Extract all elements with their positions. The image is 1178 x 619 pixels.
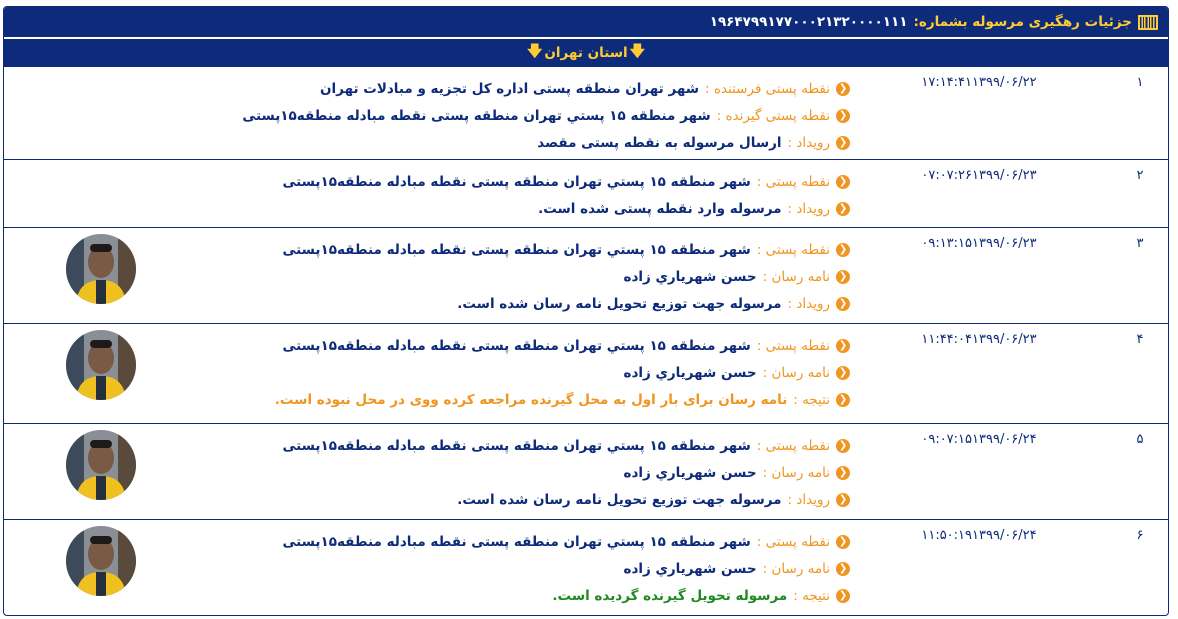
row-datetime: ۰۷:۰۷:۲۶۱۳۹۹/۰۶/۲۳: [921, 168, 1037, 183]
arrow-circle-left-icon: ❮: [836, 535, 850, 549]
barcode-icon: [1138, 15, 1158, 30]
row-number: ۲: [1136, 168, 1144, 183]
row-number: ۴: [1136, 332, 1144, 347]
postman-avatar: [66, 526, 136, 596]
arrow-circle-left-icon: ❮: [836, 202, 850, 216]
result-value: نامه رسان برای بار اول به محل گیرنده مراجعه کرده ووی در محل نبوده است.: [274, 391, 788, 408]
arrow-circle-left-icon: ❮: [836, 393, 850, 407]
detail-label: رویداد :: [787, 295, 830, 312]
row-datetime: ۰۹:۰۷:۱۵۱۳۹۹/۰۶/۲۴: [921, 432, 1037, 447]
row-details: [282, 432, 850, 513]
row-number: ۱: [1136, 75, 1144, 90]
arrow-circle-left-icon: ❮: [836, 493, 850, 507]
arrow-circle-left-icon: ❮: [836, 270, 850, 284]
result-value: مرسوله تحویل گیرنده گردیده است.: [552, 587, 788, 604]
tracking-row: [4, 424, 1168, 520]
postman-avatar: [66, 234, 136, 304]
arrow-circle-left-icon: ❮: [836, 175, 850, 189]
detail-line: [282, 195, 850, 222]
detail-value: حسن شهرياري زاده: [623, 560, 757, 577]
detail-label: نقطه پستی :: [756, 533, 830, 550]
detail-value: شهر منطقه ۱۵ پستي تهران منطقه پستی نقطه مبادله منطقه۱۵پستی: [282, 437, 751, 454]
arrow-circle-left-icon: ❮: [836, 136, 850, 150]
arrow-circle-left-icon: ❮: [836, 339, 850, 353]
detail-label: نقطه پستی :: [756, 173, 830, 190]
detail-line: [242, 75, 850, 102]
row-number: ۵: [1136, 432, 1144, 447]
row-details: [275, 332, 850, 413]
arrow-down-icon: 🡇: [629, 41, 646, 60]
detail-label: نامه رسان :: [762, 268, 830, 285]
detail-value: شهر منطقه ۱۵ پستي تهران منطقه پستی نقطه مبادله منطقه۱۵پستی: [282, 533, 751, 550]
postman-photo: [66, 330, 136, 400]
postman-photo: [66, 526, 136, 596]
detail-label: نامه رسان :: [762, 560, 830, 577]
row-datetime: ۱۱:۵۰:۱۹۱۳۹۹/۰۶/۲۴: [921, 528, 1037, 543]
detail-line: [282, 582, 850, 609]
detail-line: [275, 332, 850, 359]
detail-line: [282, 236, 850, 263]
detail-value: حسن شهرياري زاده: [623, 364, 757, 381]
row-datetime: ۰۹:۱۳:۱۵۱۳۹۹/۰۶/۲۳: [921, 236, 1037, 251]
detail-value: شهر تهران منطقه پستی اداره کل تجزیه و مبادلات تهران: [320, 80, 700, 97]
postman-avatar: [66, 330, 136, 400]
arrow-down-icon: 🡇: [526, 41, 543, 60]
detail-label: نقطه پستی :: [756, 437, 830, 454]
arrow-circle-left-icon: ❮: [836, 562, 850, 576]
arrow-circle-left-icon: ❮: [836, 366, 850, 380]
detail-label: نامه رسان :: [762, 364, 830, 381]
header-title: جزئیات رهگیری مرسوله بشماره:: [913, 14, 1132, 30]
detail-label: رویداد :: [787, 134, 830, 151]
detail-line: [275, 386, 850, 413]
detail-label: نامه رسان :: [762, 464, 830, 481]
detail-label: نقطه پستی :: [756, 337, 830, 354]
detail-label: رویداد :: [787, 491, 830, 508]
detail-label: نقطه پستی گیرنده :: [716, 107, 830, 124]
arrow-circle-left-icon: ❮: [836, 109, 850, 123]
detail-line: [242, 102, 850, 129]
detail-label: رویداد :: [787, 200, 830, 217]
postman-photo: [66, 430, 136, 500]
tracking-row: [4, 520, 1168, 616]
row-details: [282, 528, 850, 609]
detail-line: [282, 486, 850, 513]
detail-line: [282, 263, 850, 290]
postman-photo: [66, 234, 136, 304]
row-details: [282, 168, 850, 222]
row-datetime: ۱۱:۴۴:۰۴۱۳۹۹/۰۶/۲۳: [921, 332, 1037, 347]
detail-value: حسن شهرياري زاده: [623, 464, 757, 481]
detail-value: شهر منطقه ۱۵ پستي تهران منطقه پستی نقطه مبادله منطقه۱۵پستی: [282, 337, 751, 354]
detail-line: [282, 290, 850, 317]
row-details: [282, 236, 850, 317]
detail-value: ارسال مرسوله به نقطه پستی مقصد: [537, 134, 782, 151]
tracking-panel: [3, 6, 1169, 616]
row-details: [242, 75, 850, 156]
tracking-number: ۱۹۶۴۷۹۹۱۷۷۰۰۰۲۱۳۲۰۰۰۰۱۱۱: [709, 14, 908, 30]
detail-value: شهر منطقه ۱۵ پستي تهران منطقه پستی نقطه مبادله منطقه۱۵پستی: [282, 173, 751, 190]
tracking-row: [4, 160, 1168, 228]
province-bar: [4, 39, 1168, 67]
arrow-circle-left-icon: ❮: [836, 589, 850, 603]
row-number: ۳: [1136, 236, 1144, 251]
arrow-circle-left-icon: ❮: [836, 439, 850, 453]
arrow-circle-left-icon: ❮: [836, 466, 850, 480]
row-datetime: ۱۷:۱۴:۴۱۱۳۹۹/۰۶/۲۲: [921, 75, 1037, 90]
detail-label: نقطه پستی فرستنده :: [705, 80, 830, 97]
detail-line: [282, 459, 850, 486]
detail-value: حسن شهرياري زاده: [623, 268, 757, 285]
detail-line: [242, 129, 850, 156]
detail-value: مرسوله جهت توزیع تحویل نامه رسان شده است.: [457, 295, 782, 312]
detail-label: نقطه پستی :: [756, 241, 830, 258]
detail-value: شهر منطقه ۱۵ پستي تهران منطقه پستی نقطه مبادله منطقه۱۵پستی: [242, 107, 711, 124]
detail-line: [282, 432, 850, 459]
detail-value: مرسوله جهت توزیع تحویل نامه رسان شده است.: [457, 491, 782, 508]
province-label: استان تهران: [544, 45, 628, 61]
tracking-row: [4, 324, 1168, 424]
detail-line: [282, 555, 850, 582]
row-number: ۶: [1136, 528, 1144, 543]
detail-label: نتیجه :: [793, 587, 830, 604]
detail-value: مرسوله وارد نقطه پستی شده است.: [538, 200, 782, 217]
detail-value: شهر منطقه ۱۵ پستي تهران منطقه پستی نقطه مبادله منطقه۱۵پستی: [282, 241, 751, 258]
detail-label: نتیجه :: [793, 391, 830, 408]
arrow-circle-left-icon: ❮: [836, 243, 850, 257]
tracking-header: [4, 7, 1168, 37]
detail-line: [282, 528, 850, 555]
arrow-circle-left-icon: ❮: [836, 82, 850, 96]
postman-avatar: [66, 430, 136, 500]
detail-line: [275, 359, 850, 386]
arrow-circle-left-icon: ❮: [836, 297, 850, 311]
tracking-row: [4, 228, 1168, 324]
tracking-row: [4, 67, 1168, 160]
detail-line: [282, 168, 850, 195]
